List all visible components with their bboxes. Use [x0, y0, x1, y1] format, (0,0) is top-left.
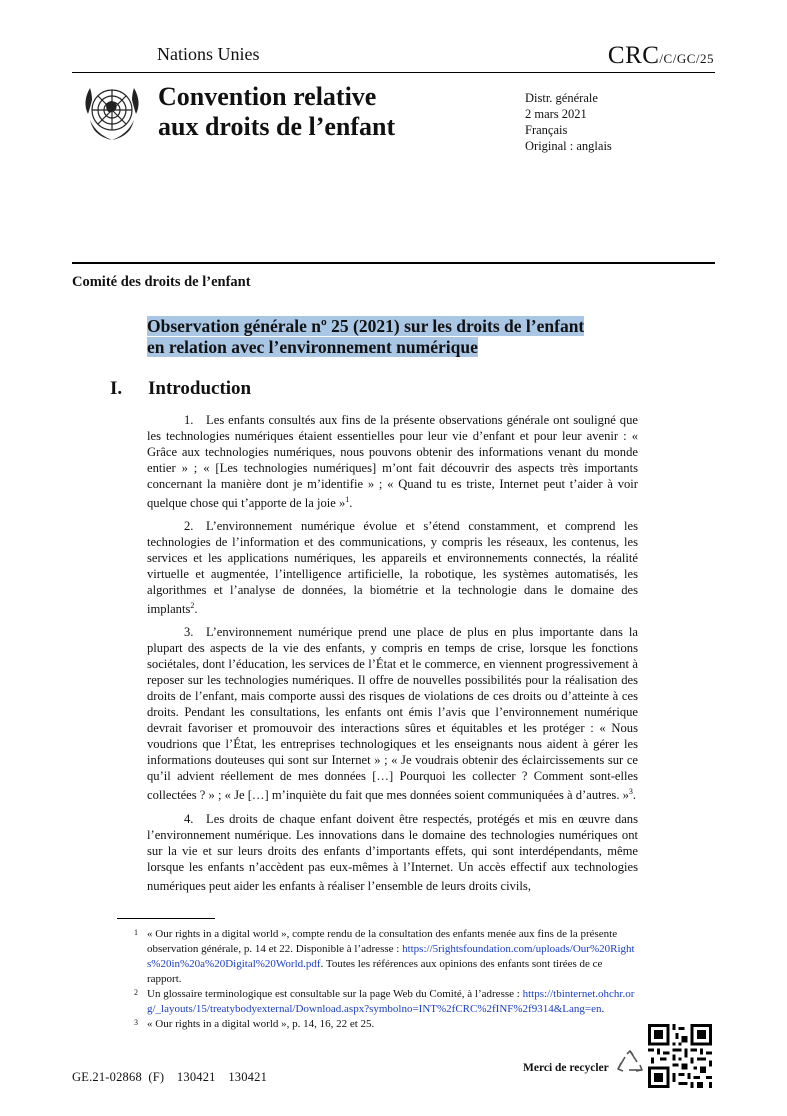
- footnote-3: [134, 1017, 638, 1032]
- section-heading: [110, 378, 251, 400]
- paragraph-end: .: [632, 788, 637, 803]
- paragraph-text: 4. Les droits de chaque enfant doivent être respectés, protégés et mis en œuvre dans l’environnement numérique. Les innovations dans le domaine des technologies numériques ont sur la vie et sur leurs droits des enfants d’importants effets, qui sont interdépendants, même lorsque les enfants n’accèdent pas eux-mêmes à l’Internet. Un accès effectif aux technologies numériques peut aider les enfants à réaliser l’ensemble de leurs droits civils,: [147, 811, 638, 893]
- footnote-text: « Our rights in a digital world », compte rendu de la consultation des enfants menée aux fins de la présente observation générale, p. 14 et 22. Disponible à l’adresse :: [147, 928, 618, 955]
- paragraph-end: .: [349, 496, 353, 511]
- footnote-ref[interactable]: 3: [628, 787, 633, 797]
- distribution-line: Distr. générale: [525, 91, 598, 105]
- paragraph-text: 2. L’environnement numérique évolue et s’étend constamment, et comprend les technologies de l’information et des communications, y compris les réseaux, les contenus, les services et les applications numériques, les appareils et environnements connectés, la réalité virtuelle et augmentée, l’intelligence artificielle, la robotique, les systèmes automatisés, les algorithmes et l’analyse de données, la biométrie et la technologie dans le domaine des implants: [147, 519, 638, 617]
- symbol-suffix: /C/GC/25: [659, 51, 714, 66]
- paragraph-end: .: [194, 602, 198, 617]
- paragraph-2: [147, 518, 638, 617]
- symbol-main: CRC: [607, 42, 660, 69]
- footnote-2: [134, 987, 638, 1017]
- distribution-info: [525, 90, 612, 154]
- footnote-number: 3: [134, 1018, 138, 1027]
- footnote-ref[interactable]: 2: [190, 601, 195, 611]
- paragraph-1: [147, 412, 638, 511]
- document-title-line1[interactable]: Observation générale nº 25 (2021) sur les droits de l’enfant: [147, 316, 585, 336]
- footnote-after: . Toutes les références aux opinions des enfants sont tirées de ce rapport.: [147, 958, 603, 985]
- footnote-link[interactable]: https://5rightsfoundation.com/uploads/Our%20Rights%20in%20a%20Digital%20World.pdf: [147, 943, 635, 970]
- footnote-1: [134, 927, 638, 987]
- recycle-label: Merci de recycler: [523, 1062, 609, 1074]
- footnotes: [134, 927, 638, 1032]
- document-symbol: [608, 42, 714, 70]
- footnote-number: 2: [134, 988, 138, 997]
- recycle-icon: [616, 1049, 644, 1077]
- organization-name: Nations Unies: [157, 44, 260, 64]
- footnote-link[interactable]: https://tbinternet.ohchr.org/_layouts/15/treatybodyexternal/Download.aspx?symbolno=INT%2fCRC%2fINF%2f9314&Lang=en: [147, 988, 635, 1015]
- section-rule: [72, 262, 715, 264]
- document-title-line2[interactable]: en relation avec l’environnement numérique: [147, 337, 478, 357]
- convention-title-line2: aux droits de l’enfant: [158, 112, 396, 141]
- language-line: Français: [525, 123, 568, 137]
- document-body: [147, 412, 638, 901]
- footnote-separator: [117, 918, 215, 919]
- original-language-line: Original : anglais: [525, 139, 612, 153]
- footnote-text: « Our rights in a digital world », p. 14, 16, 22 et 25.: [147, 1018, 375, 1030]
- section-number: I.: [110, 378, 123, 399]
- footnote-text: Un glossaire terminologique est consultable sur la page Web du Comité, à l’adresse :: [147, 988, 520, 1000]
- paragraph-4: [147, 811, 638, 894]
- document-title[interactable]: [147, 316, 584, 358]
- paragraph-text: 1. Les enfants consultés aux fins de la présente observations générale ont souligné que les technologies numériques étaient essentielles pour leur vie d’enfant et pour leur avenir : « Grâce aux technologies numériques, nous pouvons obtenir des informations venant du monde entier » ; « [Les technologies numériques] m’ont fait découvrir des aspects très importants concernant la manière dont je m’identifie » ; « Quand tu es triste, Internet peut t’aider à voir quelque chose qui t’apporte de la joie »: [147, 413, 638, 511]
- committee-name: Comité des droits de l’enfant: [72, 274, 251, 290]
- footnote-after: .: [601, 1003, 605, 1015]
- un-emblem-icon: [78, 80, 146, 148]
- footnote-ref[interactable]: 1: [345, 495, 350, 504]
- section-title: Introduction: [148, 378, 252, 399]
- convention-title: [158, 82, 395, 142]
- footnote-number: 1: [134, 928, 138, 937]
- qr-code-icon[interactable]: [648, 1024, 712, 1088]
- date-line: 2 mars 2021: [525, 107, 587, 121]
- paragraph-3: [147, 624, 638, 803]
- document-number: GE.21-02868 (F) 130421 130421: [72, 1070, 268, 1084]
- header-rule: [72, 72, 715, 73]
- paragraph-text: 3. L’environnement numérique prend une place de plus en plus importante dans la plupart des aspects de la vie des enfants, y compris en temps de crise, lorsque les fonctions sociétales, dont l’éducation, les services de l’État et le commerce, en viennent progressivement à reposer sur les technologies numériques. Il offre de nouvelles possibilités pour la réalisation des droits de l’enfant, mais comporte aussi des risques de violations de ces droits ou d’atteinte à ces droits. Pendant les consultations, les enfants ont émis l’avis que l’environnement numérique devrait favoriser et promouvoir des interactions sûres et équitables et les protéger : « Nous voudrions que l’État, les entreprises technologiques et les enseignants nous aident à gérer les informations douteuses qui sont sur Internet » ; « Je voudrais obtenir des éclaircissements sur ce qu’il advient réellement de mes données […] Pourquoi les collecter ? Comment sont-elles collectées ? » ; « Je […] m’inquiète du fait que mes données soient communiquées à d’autres. »: [147, 625, 638, 803]
- convention-title-line1: Convention relative: [158, 82, 377, 111]
